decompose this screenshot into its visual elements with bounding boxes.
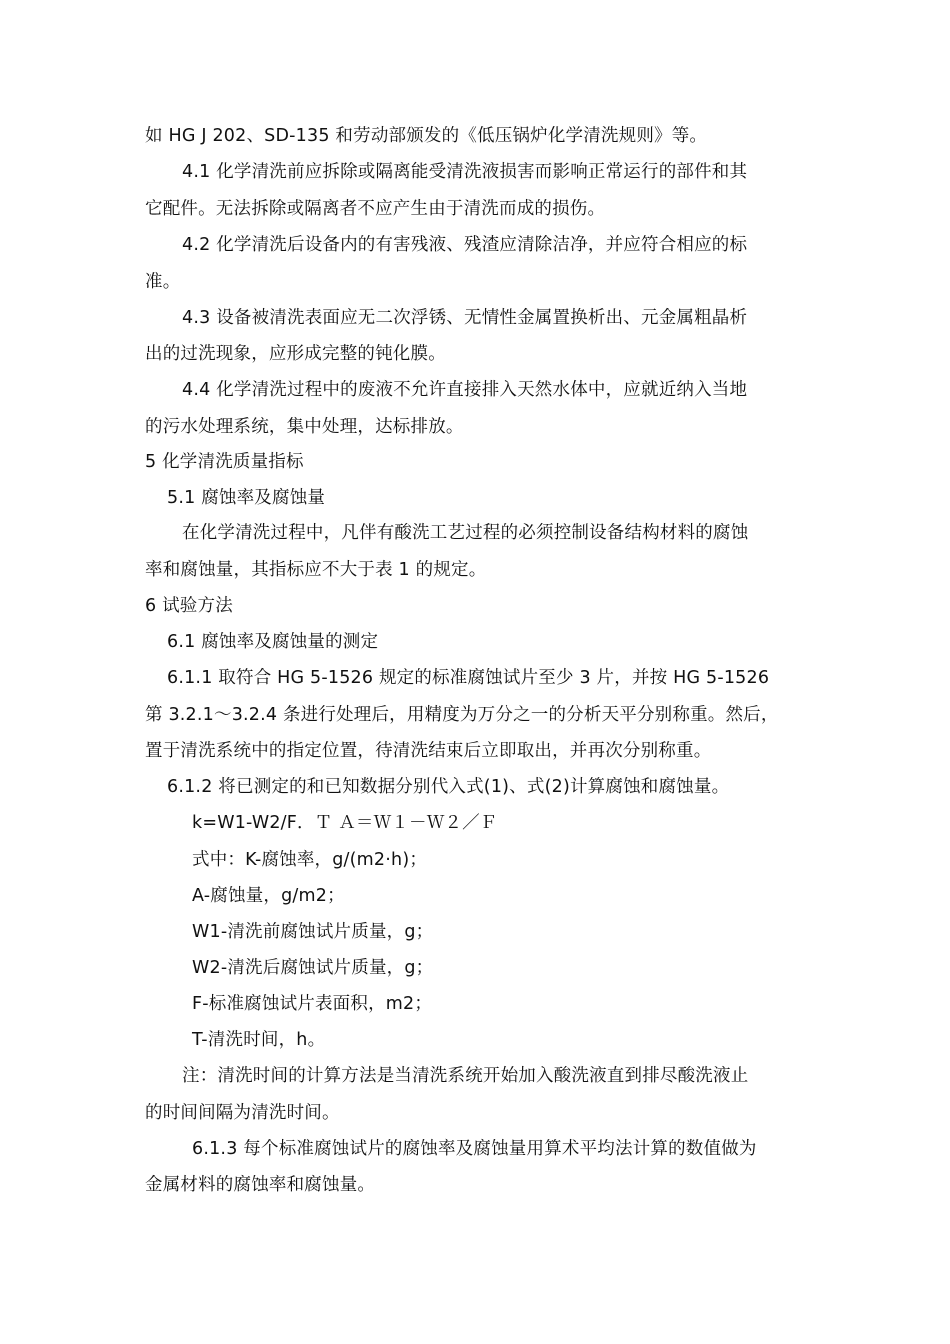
section-heading: 6 试验方法 [145,596,233,616]
paragraph-line: 6.1.2 将已测定的和已知数据分别代入式(1)、式(2)计算腐蚀和腐蚀量。 [167,777,730,797]
formula-definition: W1-清洗前腐蚀试片质量，g； [192,922,434,942]
section-heading: 5 化学清洗质量指标 [145,452,304,472]
paragraph-line: 率和腐蚀量，其指标应不大于表 1 的规定。 [145,560,487,580]
paragraph-line: 第 3.2.1～3.2.4 条进行处理后，用精度为万分之一的分析天平分别称重。然后， [145,705,779,725]
paragraph-line: 4.3 设备被清洗表面应无二次浮锈、无情性金属置换析出、元金属粗晶析 [182,308,748,328]
paragraph-line: 在化学清洗过程中，凡伴有酸洗工艺过程的必须控制设备结构材料的腐蚀 [182,523,749,543]
note-line: 注：清洗时间的计算方法是当清洗系统开始加入酸洗液直到排尽酸洗液止 [182,1066,749,1086]
paragraph-line: 6.1.3 每个标准腐蚀试片的腐蚀率及腐蚀量用算术平均法计算的数值做为 [192,1139,757,1159]
paragraph-line: 如 HG J 202、SD-135 和劳动部颁发的《低压锅炉化学清洗规则》等。 [145,126,708,146]
paragraph-line: 4.4 化学清洗过程中的废液不允许直接排入天然水体中，应就近纳入当地 [182,380,748,400]
paragraph-line: 4.2 化学清洗后设备内的有害残液、残渣应清除洁净，并应符合相应的标 [182,235,748,255]
note-line: 的时间间隔为清洗时间。 [145,1103,340,1123]
subsection-heading: 5.1 腐蚀率及腐蚀量 [167,488,326,508]
paragraph-line: 准。 [145,272,181,292]
formula-definition: 式中：K-腐蚀率，g/(m2·h)； [192,850,428,870]
formula-definition: T-清洗时间，h。 [192,1030,326,1050]
paragraph-line: 6.1.1 取符合 HG 5-1526 规定的标准腐蚀试片至少 3 片，并按 HG 5-1526 [167,668,770,688]
formula-definition: A-腐蚀量，g/m2； [192,886,345,906]
paragraph-line: 的污水处理系统，集中处理，达标排放。 [145,417,464,437]
paragraph-line: 置于清洗系统中的指定位置，待清洗结束后立即取出，并再次分别称重。 [145,741,712,761]
paragraph-line: 金属材料的腐蚀率和腐蚀量。 [145,1175,376,1195]
paragraph-line: 出的过洗现象，应形成完整的钝化膜。 [145,344,446,364]
formula-definition: F-标准腐蚀试片表面积，m2； [192,994,433,1014]
paragraph-line: 它配件。无法拆除或隔离者不应产生由于清洗而成的损伤。 [145,199,606,219]
paragraph-line: 4.1 化学清洗前应拆除或隔离能受清洗液损害而影响正常运行的部件和其 [182,162,748,182]
formula-line: k=W1-W2/F．Ｔ Ａ＝Ｗ１－Ｗ２／Ｆ [192,813,498,833]
formula-definition: W2-清洗后腐蚀试片质量，g； [192,958,434,978]
subsection-heading: 6.1 腐蚀率及腐蚀量的测定 [167,632,379,652]
